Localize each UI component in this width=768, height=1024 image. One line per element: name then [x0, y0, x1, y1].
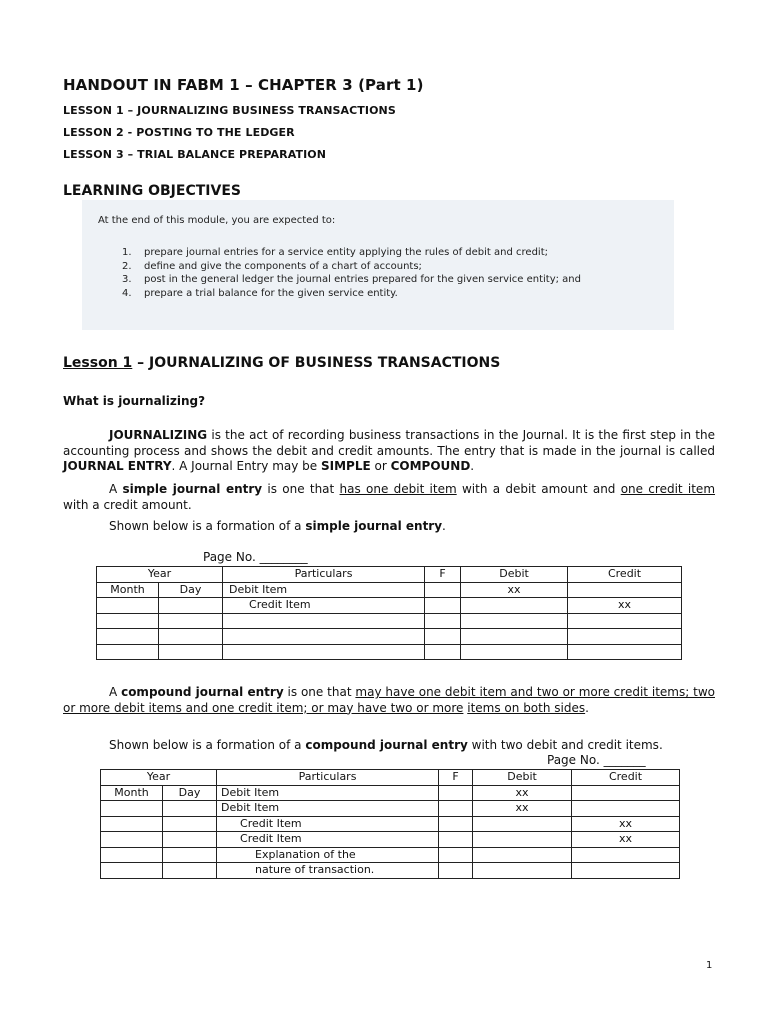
table-row	[101, 785, 680, 801]
text: is the act of recording business transactions in the Journal. It is the first step in the accounting process and shows the debit and credit amounts. The entry that is made in the journal is called	[63, 428, 715, 458]
day-cell	[159, 598, 223, 614]
document-title: HANDOUT IN FABM 1 – CHAPTER 3 (Part 1)	[63, 76, 424, 94]
credit-cell	[572, 801, 680, 817]
table-row	[101, 801, 680, 817]
day-cell	[163, 801, 217, 817]
folio-cell	[439, 816, 473, 832]
debit-cell: xx	[473, 785, 572, 801]
debit-cell: xx	[473, 801, 572, 817]
table-row	[101, 863, 680, 879]
term-journal-entry: JOURNAL ENTRY	[63, 459, 172, 473]
lesson-1-label: Lesson 1	[63, 355, 133, 371]
debit-cell	[473, 847, 572, 863]
compound-page-number-label: Page No. _______	[547, 753, 646, 767]
year-header: Year	[97, 567, 223, 583]
text: is one that	[262, 482, 340, 496]
text: A	[109, 685, 122, 699]
day-header: Day	[163, 785, 217, 801]
text: with a credit amount.	[63, 497, 192, 512]
compound-journal-table	[100, 769, 680, 879]
month-cell	[101, 847, 163, 863]
debit-cell	[473, 832, 572, 848]
month-cell	[101, 863, 163, 879]
month-cell	[101, 801, 163, 817]
day-cell	[163, 863, 217, 879]
table-row	[101, 832, 680, 848]
table-row	[97, 629, 682, 645]
text: with two debit and credit items.	[467, 738, 663, 752]
simple-entry-intro	[109, 519, 446, 533]
objective-item	[98, 287, 658, 301]
day-cell	[163, 847, 217, 863]
text: .	[470, 459, 475, 473]
underlined-text: items on both sides	[467, 700, 586, 715]
debit-cell	[473, 863, 572, 879]
particulars-cell: nature of transaction.	[217, 863, 439, 879]
credit-cell	[572, 863, 680, 879]
debit-header: Debit	[461, 567, 568, 583]
credit-cell: xx	[572, 816, 680, 832]
compound-entry-intro	[109, 738, 663, 752]
debit-cell	[473, 816, 572, 832]
objective-item	[98, 273, 658, 287]
underlined-text: has one debit item	[339, 482, 457, 496]
text: .	[585, 700, 589, 715]
term-compound-journal-entry: compound journal entry	[121, 685, 284, 699]
debit-cell	[461, 598, 568, 614]
objectives-intro: At the end of this module, you are expected to:	[98, 215, 336, 226]
text: . A Journal Entry may be	[171, 459, 321, 473]
debit-header: Debit	[473, 770, 572, 786]
particulars-cell: Explanation of the	[217, 847, 439, 863]
objective-text: post in the general ledger the journal entries prepared for the given service entity; and	[144, 274, 581, 285]
folio-cell	[425, 598, 461, 614]
debit-cell: xx	[461, 582, 568, 598]
particulars-cell: Credit Item	[223, 598, 425, 614]
particulars-cell: Credit Item	[217, 832, 439, 848]
folio-cell	[439, 785, 473, 801]
objective-text: define and give the components of a chart of accounts;	[144, 260, 422, 272]
text: is one that	[283, 685, 356, 699]
term-journalizing: JOURNALIZING	[109, 428, 208, 442]
lesson-1-title: – JOURNALIZING OF BUSINESS TRANSACTIONS	[132, 355, 501, 371]
objective-item	[98, 246, 658, 260]
table-header-row	[101, 770, 680, 786]
objective-number: 1.	[122, 247, 132, 258]
year-header: Year	[101, 770, 217, 786]
month-header: Month	[97, 582, 159, 598]
folio-cell	[425, 582, 461, 598]
month-cell	[97, 598, 159, 614]
objective-number: 4.	[122, 287, 132, 299]
table-row	[97, 598, 682, 614]
credit-header: Credit	[572, 770, 680, 786]
lesson-1-line: LESSON 1 – JOURNALIZING BUSINESS TRANSACTIONS	[63, 104, 396, 117]
folio-header: F	[425, 567, 461, 583]
underlined-text: one credit item	[620, 482, 716, 496]
particulars-cell: Debit Item	[217, 801, 439, 817]
compound-entry-paragraph	[63, 685, 715, 716]
lesson-3-line: LESSON 3 – TRIAL BALANCE PREPARATION	[63, 148, 327, 161]
simple-journal-table	[96, 566, 682, 660]
table-row	[97, 582, 682, 598]
journalizing-subheading: What is journalizing?	[63, 394, 206, 408]
objectives-list	[98, 246, 658, 300]
credit-cell: xx	[572, 832, 680, 848]
credit-cell	[568, 582, 682, 598]
term-compound-journal-entry: compound journal entry	[305, 738, 468, 752]
term-simple-journal-entry: simple journal entry	[305, 519, 443, 533]
page-number: 1	[706, 960, 713, 971]
credit-header: Credit	[568, 567, 682, 583]
table-row	[97, 644, 682, 660]
objective-number: 2.	[122, 260, 132, 272]
table-row	[101, 847, 680, 863]
term-simple: SIMPLE	[321, 459, 371, 473]
month-cell	[101, 816, 163, 832]
credit-cell: xx	[568, 598, 682, 614]
objective-number: 3.	[122, 274, 132, 285]
table-header-row	[97, 567, 682, 583]
particulars-cell: Debit Item	[217, 785, 439, 801]
journalizing-paragraph	[63, 428, 715, 475]
folio-cell	[439, 847, 473, 863]
underlined-text: may have one debit item and two or more credit items; two or more debit items and one credit item; or may have two or more	[63, 685, 715, 715]
folio-cell	[439, 801, 473, 817]
objective-text: prepare a trial balance for the given service entity.	[144, 287, 398, 299]
folio-cell	[439, 832, 473, 848]
text: A	[109, 482, 123, 496]
folio-cell	[439, 863, 473, 879]
month-cell	[101, 832, 163, 848]
term-compound: COMPOUND	[390, 459, 471, 473]
text: Shown below is a formation of a	[109, 738, 306, 752]
credit-cell	[572, 785, 680, 801]
text: with a debit amount and	[456, 482, 621, 496]
credit-cell	[572, 847, 680, 863]
objective-item	[98, 260, 658, 274]
lesson-2-line: LESSON 2 - POSTING TO THE LEDGER	[63, 126, 295, 139]
day-cell	[163, 832, 217, 848]
text: .	[442, 519, 446, 533]
text: or	[370, 459, 391, 473]
particulars-cell: Debit Item	[223, 582, 425, 598]
folio-header: F	[439, 770, 473, 786]
day-header: Day	[159, 582, 223, 598]
table-row	[97, 613, 682, 629]
day-cell	[163, 816, 217, 832]
term-simple-journal-entry: simple journal entry	[122, 482, 263, 496]
particulars-cell: Credit Item	[217, 816, 439, 832]
lesson-1-heading	[63, 355, 500, 371]
month-header: Month	[101, 785, 163, 801]
table-row	[101, 816, 680, 832]
simple-page-number-label: Page No. ________	[203, 550, 308, 564]
objective-text: prepare journal entries for a service entity applying the rules of debit and credit;	[144, 247, 548, 258]
simple-entry-paragraph	[63, 482, 715, 513]
learning-objectives-heading: LEARNING OBJECTIVES	[63, 183, 241, 199]
particulars-header: Particulars	[223, 567, 425, 583]
text: Shown below is a formation of a	[109, 519, 306, 533]
particulars-header: Particulars	[217, 770, 439, 786]
